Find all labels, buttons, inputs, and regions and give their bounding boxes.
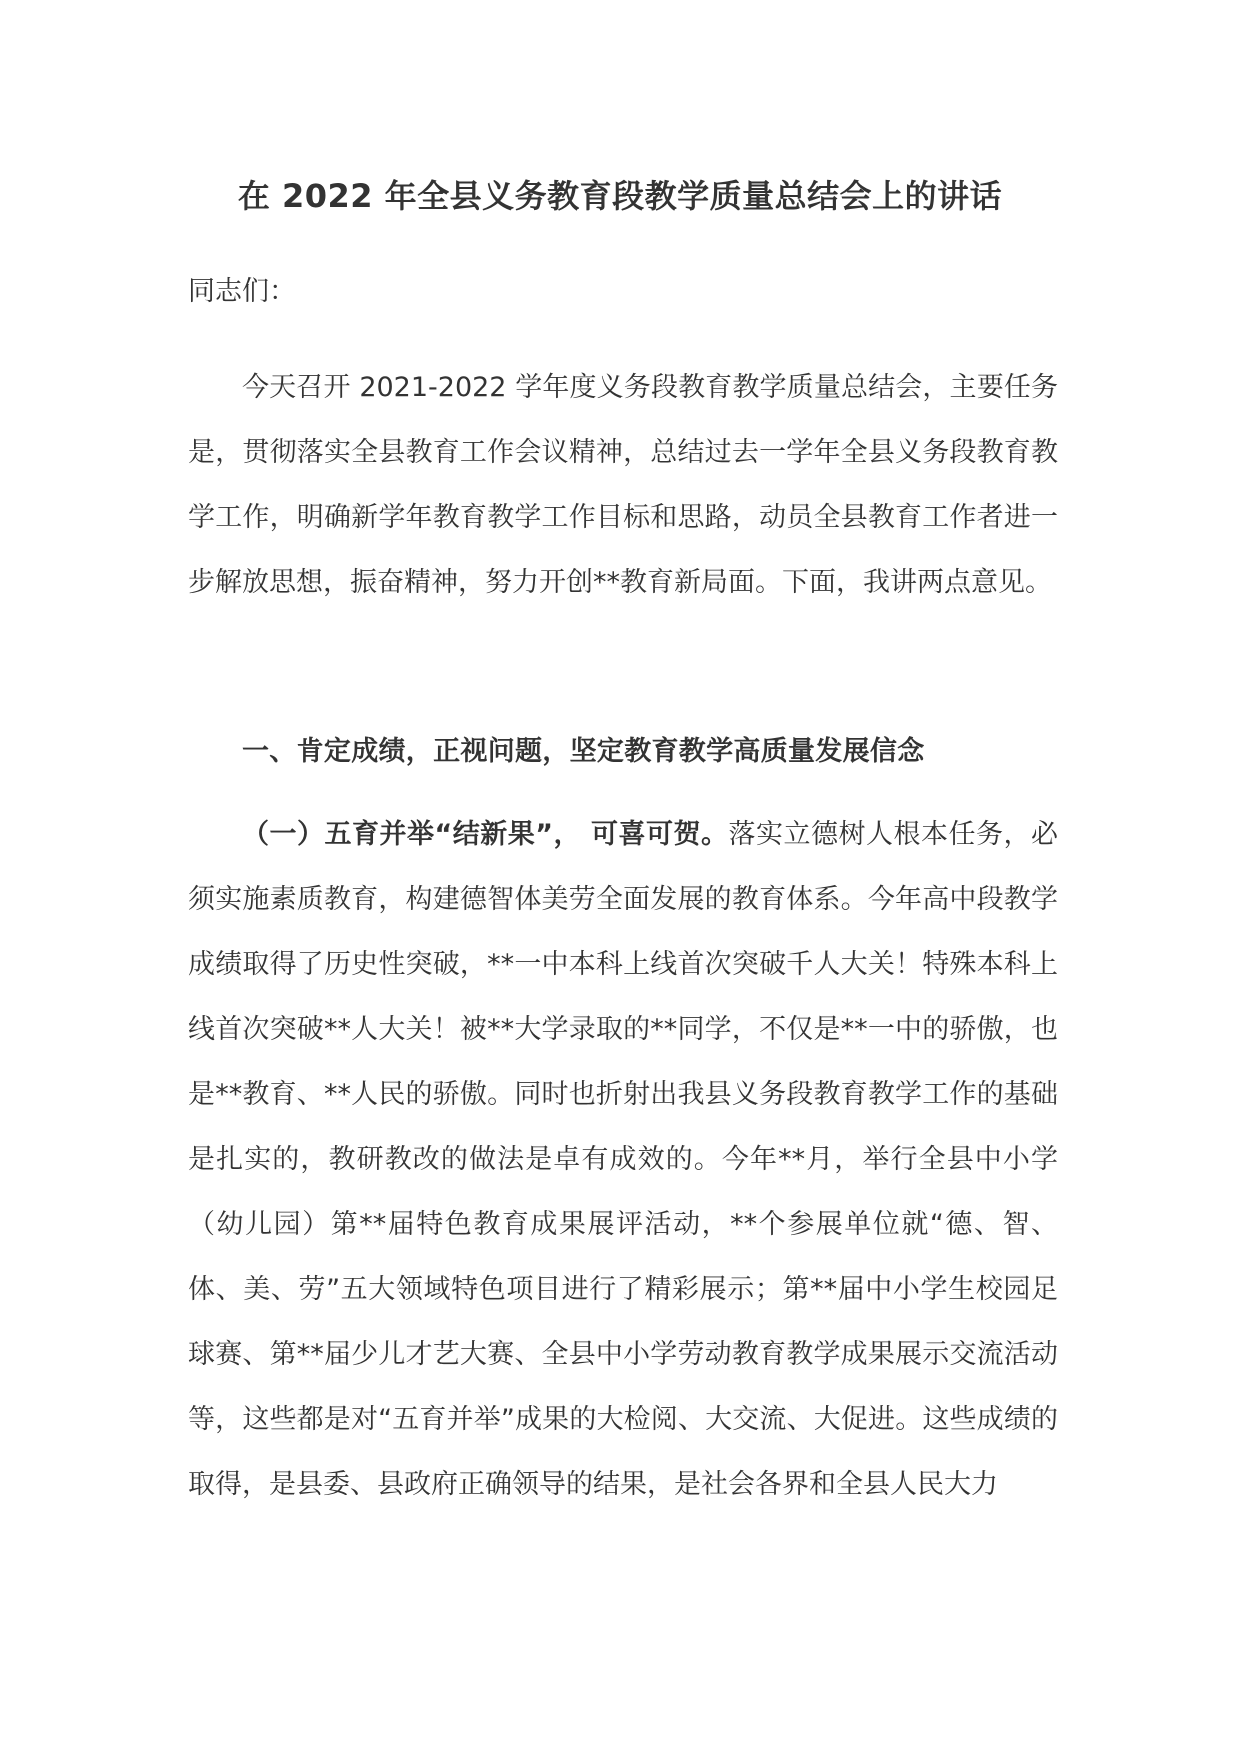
section-heading-1: 一、肯定成绩，正视问题，坚定教育教学高质量发展信念 [242, 736, 925, 767]
intro-paragraph: 今天召开 2021-2022 学年度义务段教育教学质量总结会，主要任务是，贯彻落实全县教育工作会议精神，总结过去一学年全县义务段教育教学工作，明确新学年教育教学工作目标和思路，动员全县教育工作者进一步解放思想，振奋精神，努力开创**教育新局面。下面，我讲两点意见。 [188, 372, 1058, 598]
paragraph-1 [188, 802, 1058, 1517]
paragraph-1-lead: （一）五育并举“结新果”， 可喜可贺。 [242, 819, 729, 850]
salutation: 同志们： [188, 276, 296, 307]
document-title: 在 2022 年全县义务教育段教学质量总结会上的讲话 [237, 177, 1003, 215]
paragraph-1-body: 落实立德树人根本任务，必须实施素质教育，构建德智体美劳全面发展的教育体系。今年高中段教学成绩取得了历史性突破，**一中本科上线首次突破千人大关！特殊本科上线首次突破**人大关！被**大学录取的**同学，不仅是**一中的骄傲，也是**教育、**人民的骄傲。同时也折射出我县义务段教育教学工作的基础是扎实的，教研教改的做法是卓有成效的。今年**月，举行全县中小学（幼儿园）第**届特色教育成果展评活动，**个参展单位就“德、智、体、美、劳”五大领域特色项目进行了精彩展示；第**届中小学生校园足球赛、第**届少儿才艺大赛、全县中小学劳动教育教学成果展示交流活动等，这些都是对“五育并举”成果的大检阅、大交流、大促进。这些成绩的取得，是县委、县政府正确领导的结果，是社会各界和全县人民大力 [188, 819, 1059, 1500]
